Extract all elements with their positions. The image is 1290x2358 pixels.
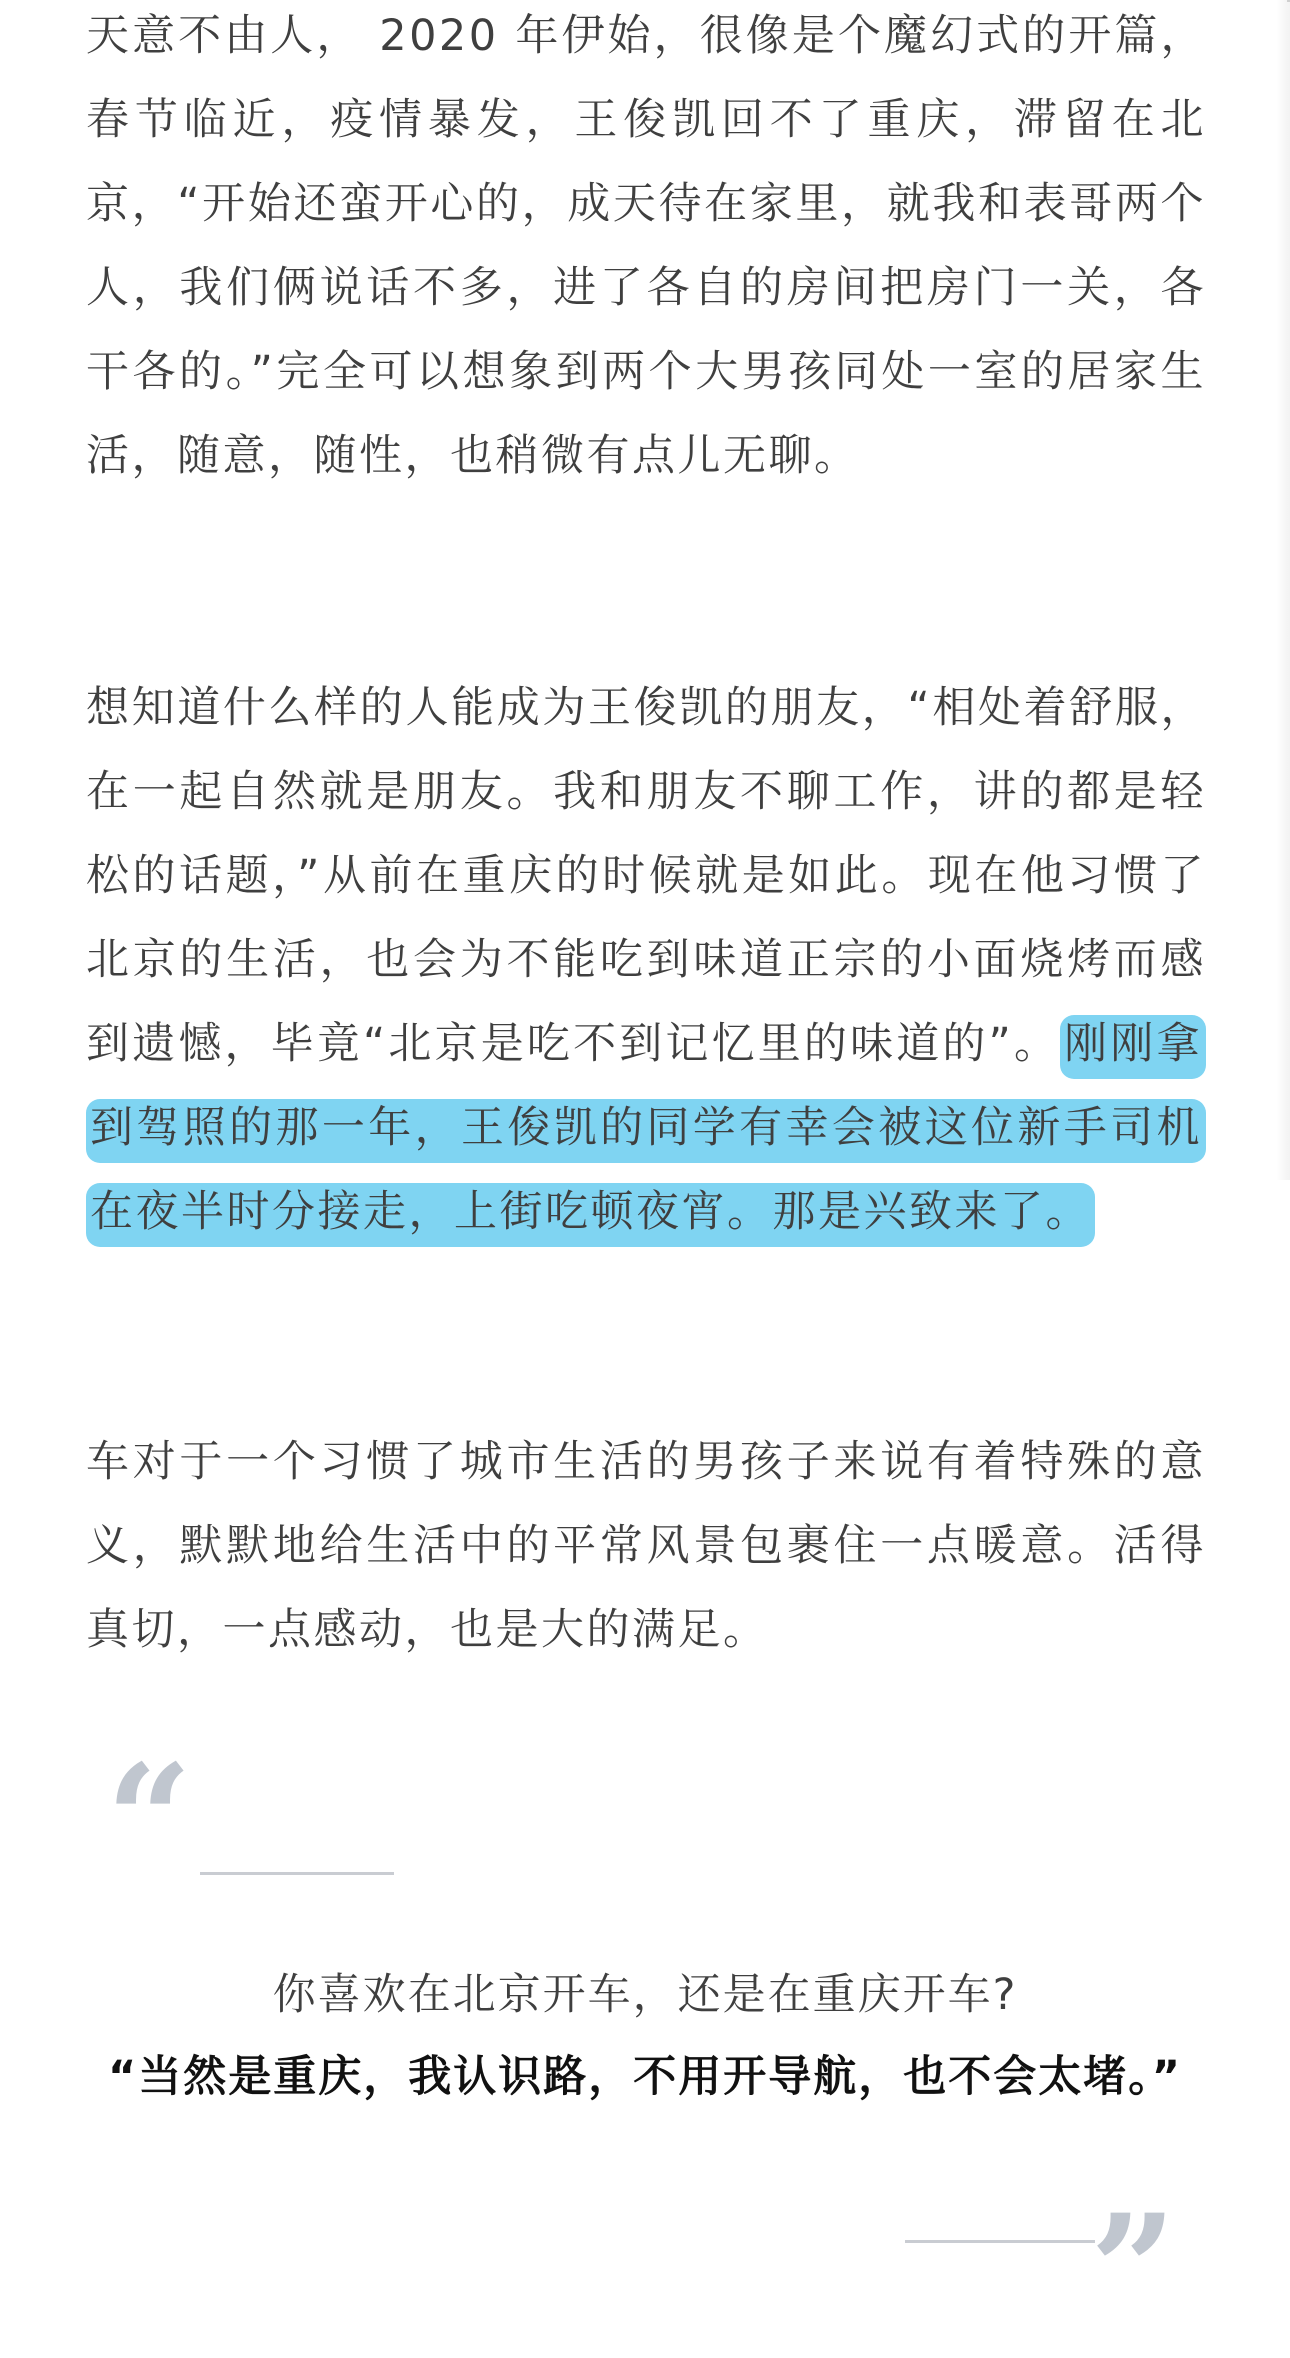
highlighted-text: 刚刚拿到驾照的那一年，王俊凯的同学有幸会被这位新手司机在夜半时分接走，上街吃顿夜宵。那是兴致来了。	[86, 1015, 1206, 1247]
paragraph-1: 天意不由人， 2020 年伊始，很像是个魔幻式的开篇，春节临近，疫情暴发，王俊凯回不了重庆，滞留在北京，“开始还蛮开心的，成天待在家里，就我和表哥两个人，我们俩说话不多，进了各自的房间把房门一关，各干各的。”完全可以想象到两个大男孩同处一室的居家生活，随意，随性，也稍微有点儿无聊。	[86, 11, 1206, 481]
quote-divider-bottom	[905, 2240, 1095, 2243]
paragraph-2-text: 想知道什么样的人能成为王俊凯的朋友，“相处着舒服，在一起自然就是朋友。我和朋友不聊工作，讲的都是轻松的话题，”从前在重庆的时候就是如此。现在他习惯了北京的生活，也会为不能吃到味道正宗的小面烧烤而感到遗憾，毕竟“北京是吃不到记忆里的味道的”。	[86, 683, 1206, 1069]
open-quote-mark: “	[106, 1732, 193, 1908]
quote-divider-top	[200, 1872, 394, 1875]
paragraph-3: 车对于一个习惯了城市生活的男孩子来说有着特殊的意义，默默地给生活中的平常风景包裹住一点暖意。活得真切，一点感动，也是大的满足。	[86, 1437, 1206, 1655]
paragraph-2	[86, 666, 1206, 1254]
close-quote-mark: ”	[1090, 2182, 1177, 2358]
page-edge-shadow	[1276, 0, 1290, 1180]
interview-answer: “当然是重庆，我认识路，不用开导航，也不会太堵。”	[107, 2052, 1183, 2102]
interview-question: 你喜欢在北京开车，还是在重庆开车?	[272, 1970, 1018, 2020]
